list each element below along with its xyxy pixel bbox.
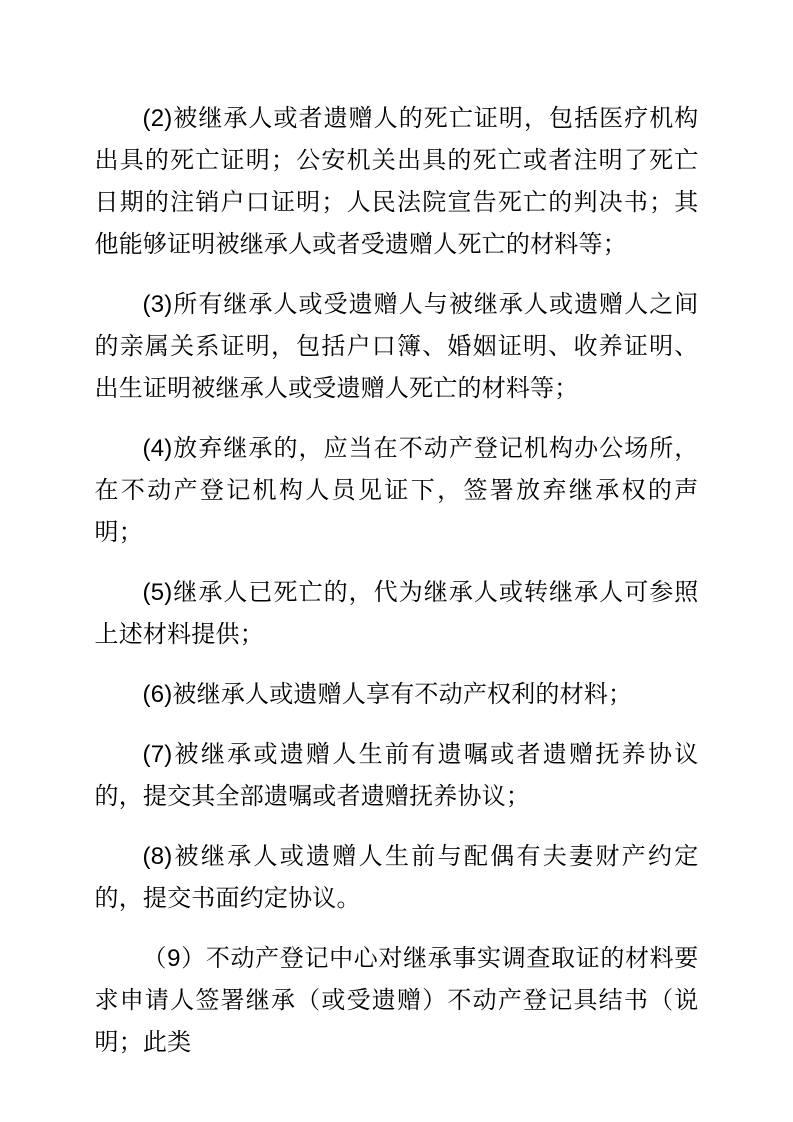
paragraph-item-6: (6)被继承人或遗赠人享有不动产权利的材料； [142, 681, 633, 708]
paragraph-item-4: (4)放弃继承的，应当在不动产登记机构办公场所，在不动产登记机构人员见证下，签署放弃继承权的声明； [94, 435, 699, 546]
paragraph-item-9: （9）不动产登记中心对继承事实调查取证的材料要求申请人签署继承（或受遗赠）不动产登记具结书（说明；此类 [94, 945, 699, 1056]
paragraph-item-8: (8)被继承人或遗赠人生前与配偶有夫妻财产约定的，提交书面约定协议。 [94, 843, 699, 912]
paragraph-item-2: (2)被继承人或者遗赠人的死亡证明，包括医疗机构出具的死亡证明；公安机关出具的死亡或者注明了死亡日期的注销户口证明；人民法院宣告死亡的判决书；其他能够证明被继承人或者受遗赠人死亡的材料等； [94, 105, 699, 258]
paragraph-item-7: (7)被继承或遗赠人生前有遗嘱或者遗赠抚养协议的，提交其全部遗嘱或者遗赠抚养协议； [94, 741, 699, 810]
document-body [95, 0, 699, 1064]
paragraph-item-3: (3)所有继承人或受遗赠人与被继承人或遗赠人之间的亲属关系证明，包括户口簿、婚姻证明、收养证明、出生证明被继承人或受遗赠人死亡的材料等； [94, 291, 699, 402]
paragraph-item-5: (5)继承人已死亡的，代为继承人或转继承人可参照上述材料提供； [94, 579, 699, 648]
